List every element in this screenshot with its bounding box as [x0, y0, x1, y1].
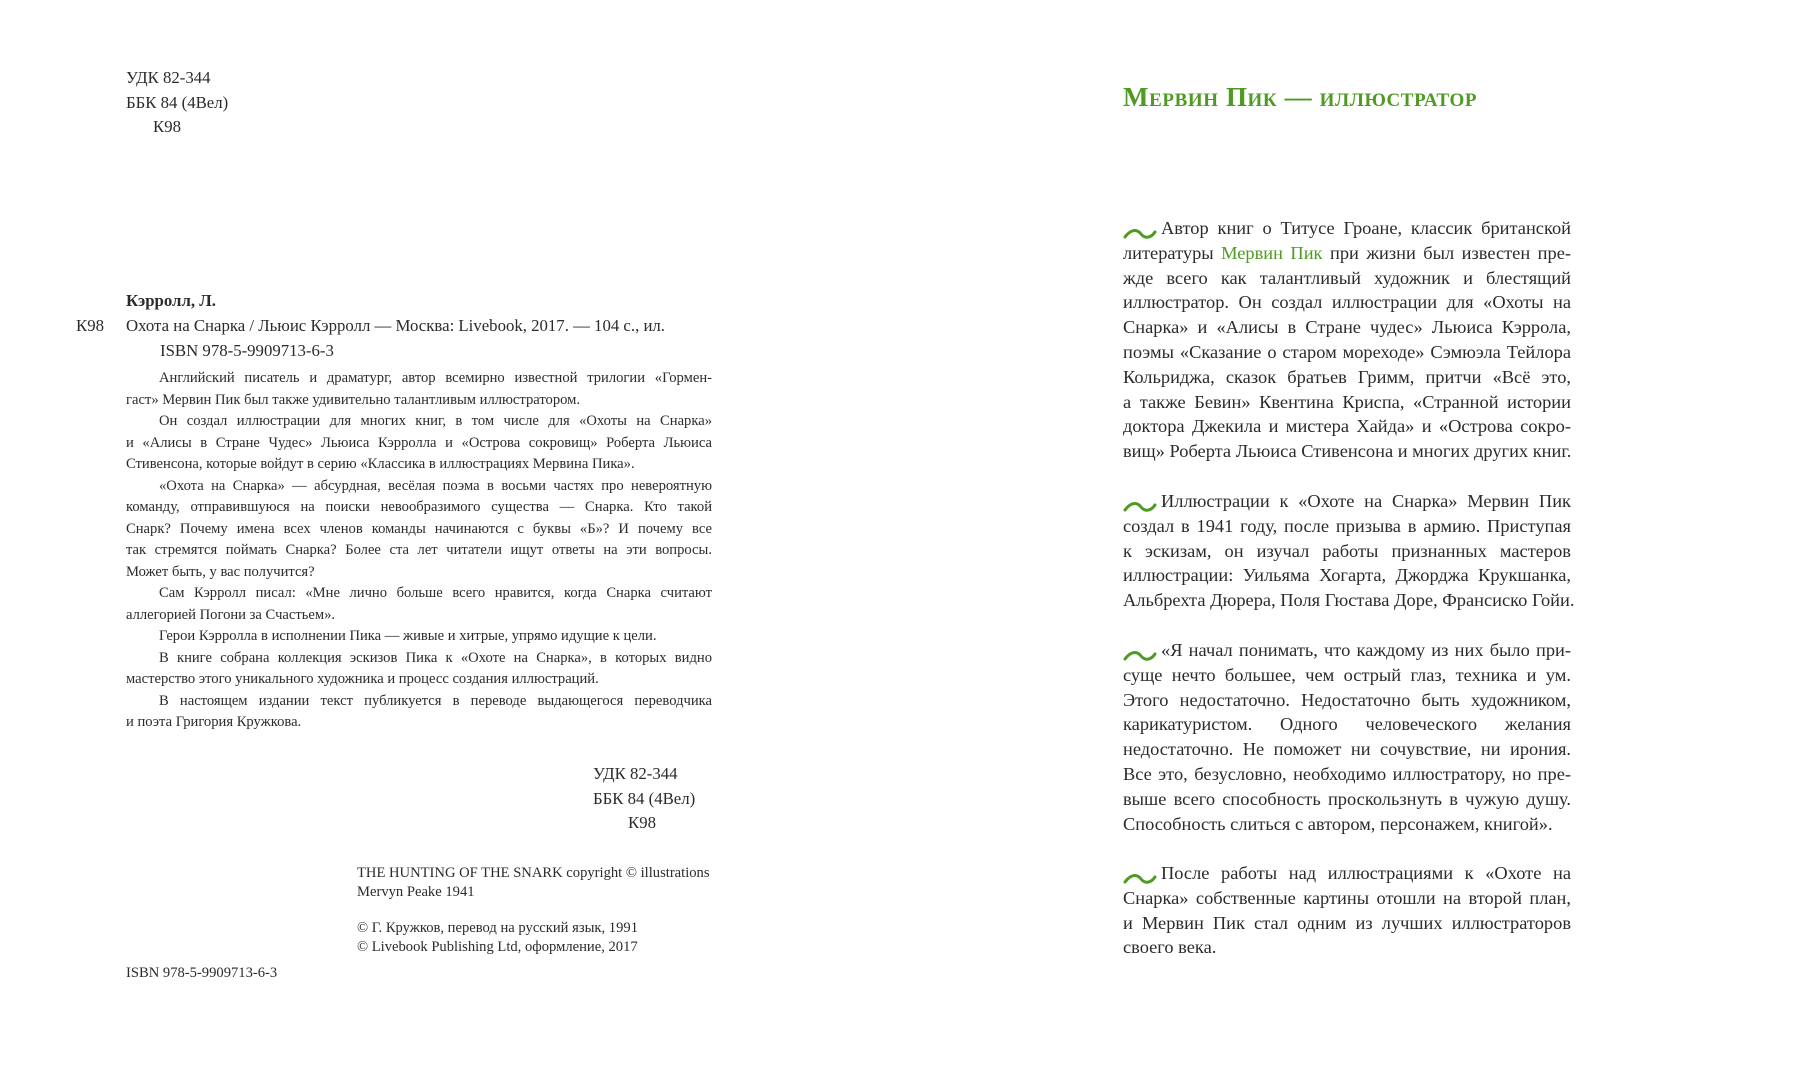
udk-code: УДК 82-344: [126, 68, 211, 87]
paragraph-line: [1123, 911, 1571, 936]
udk-block-top: [126, 66, 228, 140]
author-mark: К98: [153, 117, 181, 137]
text-segment: Альбрехта Дюрера, Поля Гюстава Доре, Франсиско Гойи.: [1123, 590, 1575, 611]
text-segment: к эскизам, он изучал работы признанных мастеров: [1123, 540, 1571, 561]
article-paragraph: [1123, 216, 1571, 464]
bbk-code: ББК 84 (4Вел): [593, 788, 696, 808]
paragraph-line: [1123, 216, 1571, 241]
isbn-line: ISBN 978-5-9909713-6-3: [160, 341, 334, 360]
text-segment: доктора Джекила и мистера Хайда» и «Острова сокро-: [1123, 416, 1571, 437]
copyright-line: Mervyn Peake 1941: [357, 884, 475, 900]
copyright-line: THE HUNTING OF THE SNARK copyright © illustrations: [357, 865, 710, 881]
text-segment: литературы: [1123, 242, 1222, 263]
annotation-line: мастерство этого уникального художника и процесс создания иллюстраций.: [126, 671, 599, 687]
paragraph-line: [1123, 812, 1571, 837]
copyright-original: [357, 864, 710, 902]
paragraph-line: [1123, 439, 1571, 464]
annotation-line: и поэта Григория Кружкова.: [126, 714, 302, 730]
udk-block-bottom: [593, 762, 695, 836]
annotation-line: Может быть, у вас получится?: [126, 563, 315, 580]
text-segment: Кольриджа, сказок братьев Гримм, притчи «Всё это,: [1123, 366, 1571, 387]
annotation-line: Английский писатель и драматург, автор всемирно известной трилогии «Гормен-: [159, 370, 712, 386]
paragraph-line: [1123, 688, 1571, 713]
annotation-line: Снарк? Почему имена всех членов команды начинаются с буквы «Б»? И почему все: [126, 520, 712, 537]
text-segment: а также Бевин» Квентина Криспа, «Странной истории: [1123, 391, 1571, 412]
paragraph-line: [1123, 737, 1571, 762]
swash-ornament-icon: [1123, 223, 1157, 237]
udk-code: УДК 82-344: [593, 764, 678, 783]
text-segment: «Я начал понимать, что каждому из них было при-: [1161, 640, 1571, 660]
paragraph-line: [1123, 489, 1571, 514]
annotation-line: Он создал иллюстрации для многих книг, в том числе для «Охоты на Снарка»: [159, 413, 712, 429]
text-segment: иллюстратор. Он создал иллюстрации для «Охоты на: [1123, 292, 1571, 313]
chapter-title: Мервин Пик — иллюстратор: [1123, 82, 1478, 112]
text-segment: жде всего как талантливый художник и блестящий: [1123, 267, 1571, 288]
annotation-line: гаст» Мервин Пик был также удивительно талантливым иллюстратором.: [126, 391, 581, 408]
text-segment: Снарка» и «Алисы в Стране чудес» Льюиса Кэррола,: [1123, 317, 1571, 338]
author-heading: Кэрролл, Л.: [126, 291, 216, 310]
copyright-line: © Livebook Publishing Ltd, оформление, 2017: [357, 939, 638, 955]
text-segment: своего века.: [1123, 937, 1217, 958]
paragraph-line: [1123, 861, 1571, 886]
paragraph-line: [1123, 241, 1571, 266]
annotation-line: «Охота на Снарка» — абсурдная, весёлая поэма в восьми частях про невероятную: [159, 477, 712, 494]
article-paragraph: [1123, 638, 1571, 836]
paragraph-line: [1123, 588, 1575, 613]
annotation-line: аллегорией Погони за Счастьем».: [126, 606, 336, 623]
article-paragraph: [1123, 489, 1575, 613]
text-segment: создал в 1941 году, после призыва в армию. Приступая: [1123, 515, 1571, 536]
annotation-line: и «Алисы в Стране Чудес» Льюиса Кэрролла и «Острова сокровищ» Роберта Льюиса: [126, 434, 712, 451]
paragraph-line: [1123, 539, 1571, 564]
text-segment: Способность слиться с автором, персонажем, книгой».: [1123, 813, 1553, 834]
text-segment: Автор книг о Титусе Гроане, классик британской: [1161, 218, 1571, 238]
text-segment: и Мервин Пик стал одним из лучших иллюстраторов: [1123, 912, 1571, 933]
paragraph-line: [1123, 290, 1571, 315]
annotation-line: Герои Кэрролла в исполнении Пика — живые и хитрые, упрямо идущие к цели.: [159, 628, 657, 644]
annotation: [126, 368, 712, 734]
paragraph-line: [1123, 935, 1571, 960]
copyright-line: © Г. Кружков, перевод на русский язык, 1991: [357, 920, 638, 936]
paragraph-line: [1123, 340, 1571, 365]
text-segment: поэмы «Сказание о старом мореходе» Сэмюэла Тейлора: [1123, 341, 1571, 362]
paragraph-line: [1123, 414, 1571, 439]
text-segment: Все это, безусловно, необходимо иллюстратору, но пре-: [1123, 763, 1571, 784]
paragraph-line: [1123, 787, 1571, 812]
annotation-line: Сам Кэрролл писал: «Мне лично больше всего нравится, когда Снарка считают: [159, 585, 712, 601]
paragraph-line: [1123, 762, 1571, 787]
bibliographic-line: Охота на Снарка / Льюис Кэрролл — Москва: Livebook, 2017. — 104 с., ил.: [126, 316, 666, 335]
paragraph-line: [1123, 712, 1571, 737]
paragraph-line: [1123, 886, 1571, 911]
text-segment: выше всего способность проскользнуть в чужую душу.: [1123, 788, 1571, 809]
swash-ornament-icon: [1123, 496, 1157, 510]
text-segment: После работы над иллюстрациями к «Охоте на: [1161, 863, 1571, 883]
copyright-translation: [357, 919, 638, 957]
swash-ornament-icon: [1123, 645, 1157, 659]
annotation-line: Стивенсона, которые войдут в серию «Классика в иллюстрациях Мервина Пика».: [126, 456, 635, 472]
text-segment: при жизни был известен пре-: [1322, 242, 1571, 263]
article-paragraph: [1123, 861, 1571, 960]
text-segment: карикатуристом. Одного человеческого желания: [1123, 714, 1571, 735]
annotation-line: В настоящем издании текст публикуется в переводе выдающегося переводчика: [159, 692, 712, 709]
bbk-code: ББК 84 (4Вел): [126, 92, 229, 112]
isbn-bottom: ISBN 978-5-9909713-6-3: [126, 965, 278, 981]
paragraph-line: [1123, 638, 1571, 663]
swash-ornament-icon: [1123, 868, 1157, 882]
highlighted-name: Мервин Пик: [1221, 242, 1323, 263]
author-mark-side: К98: [76, 316, 104, 335]
text-segment: Снарка» собственные картины отошли на второй план,: [1123, 887, 1571, 908]
paragraph-line: [1123, 390, 1571, 415]
text-segment: недостаточно. Не поможет ни сочувствие, ни ирония.: [1123, 739, 1571, 760]
paragraph-line: [1123, 514, 1571, 539]
paragraph-line: [1123, 663, 1571, 688]
annotation-line: так стремятся поймать Снарка? Более ста лет читатели ищут ответы на эти вопросы.: [126, 542, 712, 558]
text-segment: Иллюстрации к «Охоте на Снарка» Мервин Пик: [1161, 491, 1571, 511]
annotation-line: команду, отправившуюся на поиски невообразимого существа — Снарка. Кто такой: [126, 499, 712, 515]
paragraph-line: [1123, 315, 1571, 340]
paragraph-line: [1123, 365, 1571, 390]
text-segment: вищ» Роберта Льюиса Стивенсона и многих других книг.: [1123, 441, 1572, 462]
annotation-line: В книге собрана коллекция эскизов Пика к «Охоте на Снарка», в которых видно: [159, 649, 712, 666]
author-mark: К98: [628, 813, 656, 833]
text-segment: Этого недостаточно. Недостаточно быть художником,: [1123, 689, 1571, 710]
paragraph-line: [1123, 563, 1571, 588]
text-segment: иллюстрации: Уильяма Хогарта, Джорджа Крукшанка,: [1123, 565, 1571, 586]
text-segment: суще нечто большее, чем острый глаз, техника и ум.: [1123, 664, 1571, 685]
paragraph-line: [1123, 266, 1571, 291]
